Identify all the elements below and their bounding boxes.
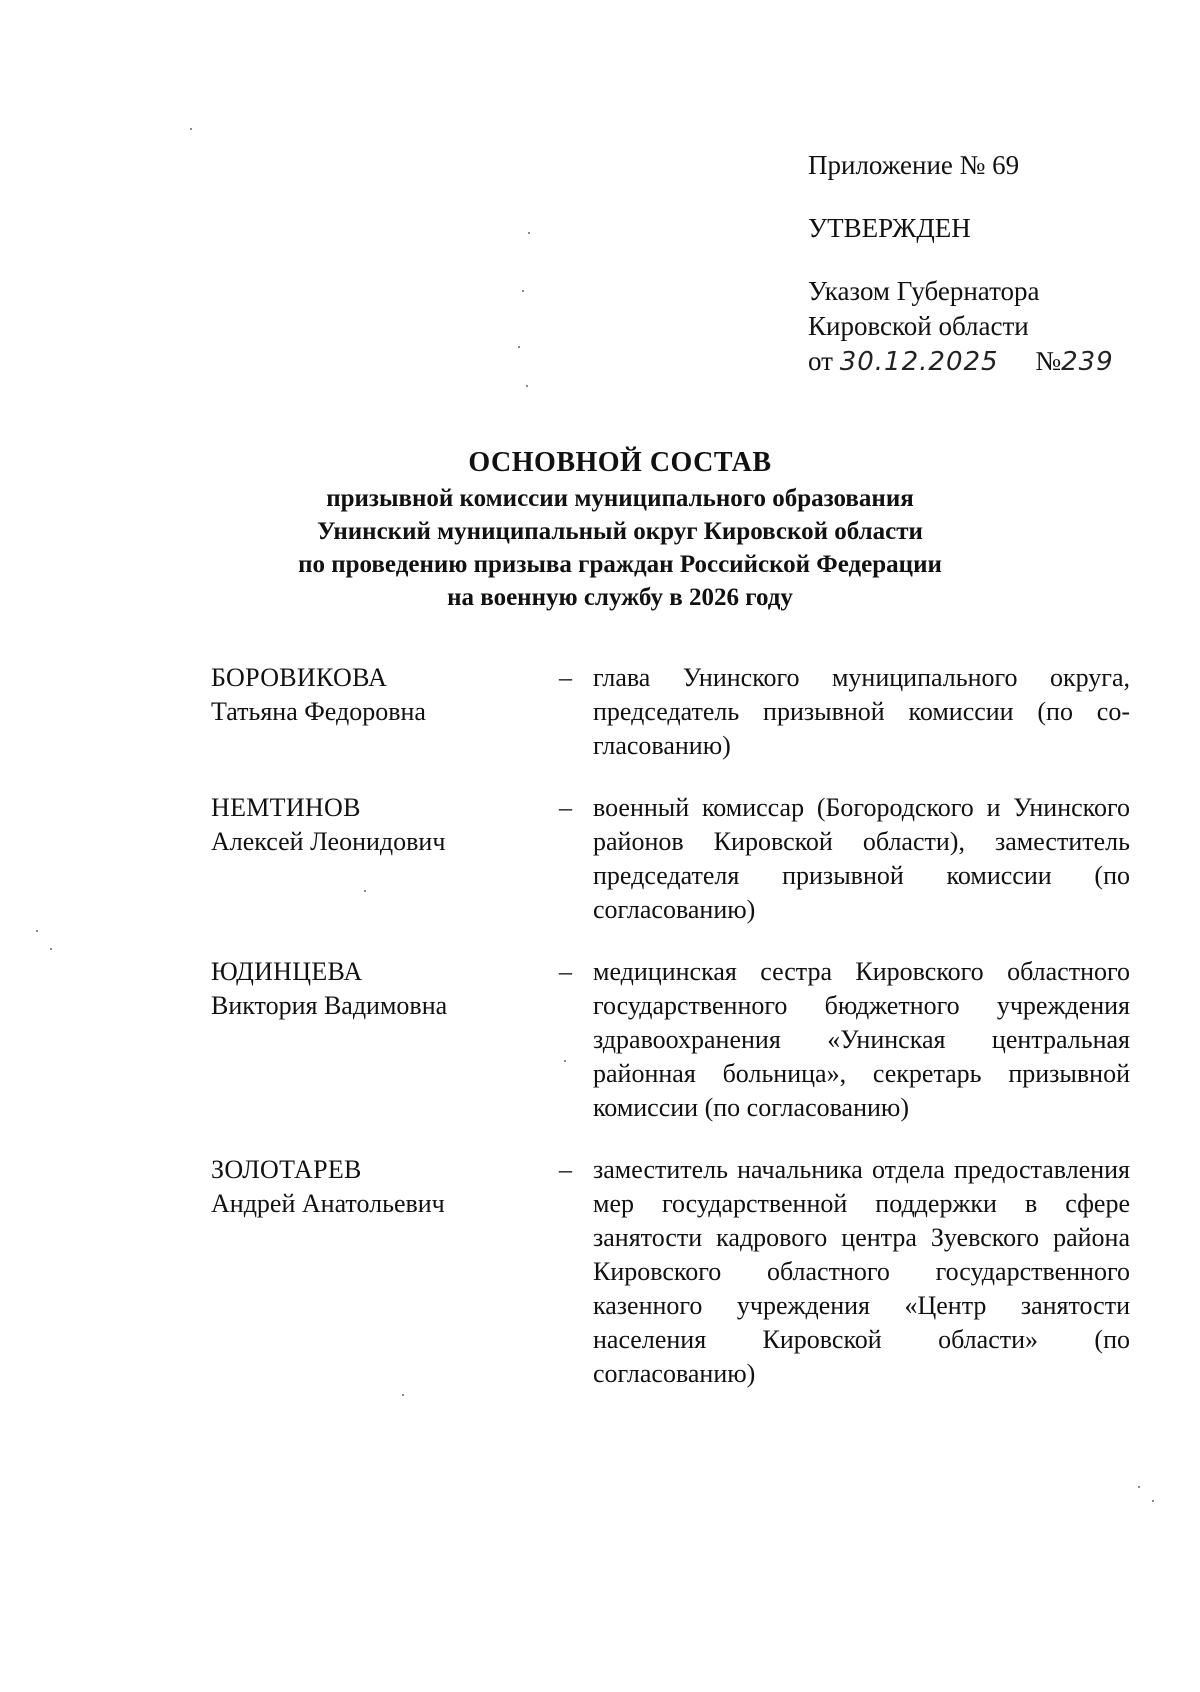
member-role: военный комиссар (Богородского и Унинского районов Кировской области), заместитель председателя призывной комиссии (по согласованию) [593, 793, 1130, 924]
member-role: глава Унинского муниципального округа, председатель призывной комиссии (по согласованию) [593, 663, 1130, 760]
approved-stamp-text: УТВЕРЖДЕН [808, 213, 971, 243]
scan-speck [528, 232, 530, 234]
scan-speck [36, 930, 38, 932]
member-given-names: Андрей Анатольевич [211, 1189, 445, 1218]
member-name [211, 791, 559, 927]
member-dash: – [559, 957, 572, 986]
title-line-2: Унинский муниципальный округ Кировской области [317, 518, 923, 545]
member-entry [211, 1153, 1130, 1391]
member-dash: – [559, 663, 572, 692]
scan-speck [190, 128, 192, 130]
title-line-1: призывной комиссии муниципального образования [326, 485, 914, 512]
scan-speck [50, 948, 52, 950]
member-entry [211, 791, 1130, 927]
handwritten-date: 30.12.2025 [839, 347, 999, 377]
decree-line-2: Кировской области [808, 311, 1029, 341]
number-label: № [1035, 346, 1062, 376]
member-name [211, 955, 559, 1125]
approval-block [808, 148, 1114, 380]
scan-speck [1152, 1500, 1154, 1502]
member-role: заместитель начальника отдела предоставления мер государственной поддержки в сфере занятости кадрового центра Зуевского района Кировского областного государственного казенного учреждения «Центр занятости населения Кировской области» (по согласованию) [593, 1155, 1130, 1388]
scan-speck [1138, 1486, 1140, 1488]
scan-speck [564, 1060, 566, 1062]
member-given-names: Виктория Вадимовна [211, 991, 448, 1020]
member-role: медицинская сестра Кировского областного государственного бюджетного учреждения здравоохранения «Унинская центральная районная больница», секретарь призывной комиссии (по согласованию) [593, 957, 1130, 1122]
member-surname: ЮДИНЦЕВА [211, 957, 363, 986]
member-given-names: Алексей Леонидович [211, 827, 446, 856]
member-given-names: Татьяна Федоровна [211, 697, 426, 726]
scan-speck [522, 290, 524, 292]
member-dash: – [559, 793, 572, 822]
members-list [211, 661, 1130, 1391]
appendix-number: Приложение № 69 [808, 150, 1020, 180]
title-line-3: по проведению призыва граждан Российской Федерации [298, 551, 942, 578]
document-title [150, 444, 1090, 614]
title-line-4: на военную службу в 2026 году [447, 584, 793, 611]
scan-speck [526, 385, 528, 387]
member-name [211, 661, 559, 763]
decree-date-line [808, 344, 1114, 380]
member-entry [211, 661, 1130, 763]
scan-speck [518, 346, 520, 348]
handwritten-number: 239 [1061, 347, 1114, 377]
member-surname: ЗОЛОТАРЕВ [211, 1155, 362, 1184]
scan-speck [364, 890, 366, 892]
member-entry [211, 955, 1130, 1125]
decree-line-1: Указом Губернатора [808, 276, 1040, 306]
scan-speck [402, 1394, 404, 1396]
member-surname: НЕМТИНОВ [211, 793, 361, 822]
member-dash: – [559, 1155, 572, 1184]
date-prefix: от [808, 346, 833, 376]
title-main: ОСНОВНОЙ СОСТАВ [468, 447, 772, 478]
member-surname: БОРОВИКОВА [211, 663, 388, 692]
member-name [211, 1153, 559, 1391]
